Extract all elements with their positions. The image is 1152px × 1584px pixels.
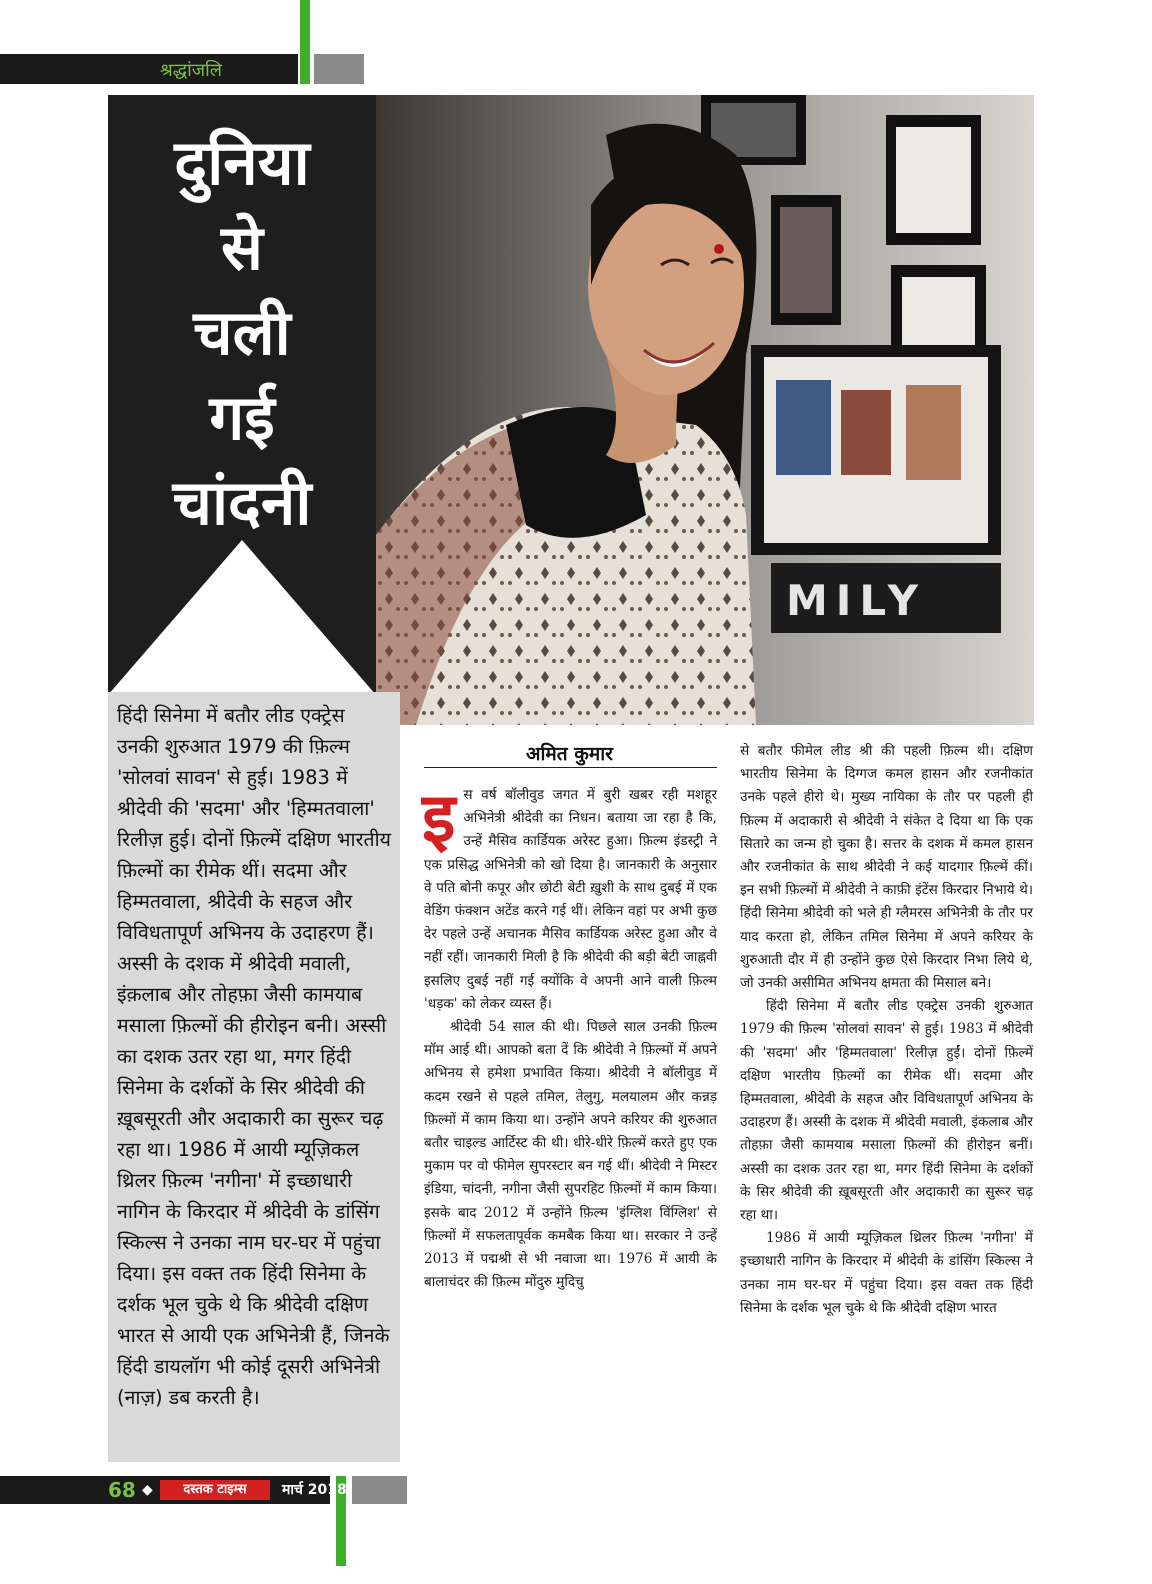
portrait-photo [376, 95, 1034, 725]
footer-separator: ◆ [142, 1482, 153, 1498]
publication-logo: दस्तक टाइम्स [160, 1480, 270, 1500]
article-paragraph: से बतौर फीमेल लीड श्री की पहली फ़िल्म थी। दक्षिण भारतीय सिनेमा के दिग्गज कमल हासन और रजनीकांत उनके पहले हीरो थे। मुख्य नायिका के तौर पर पहली ही फ़िल्म में अदाकारी से श्रीदेवी ने संकेत दे दिया था कि एक सितारे का जन्म हो चुका है। सत्तर के दशक में कमल हासन और रजनीकांत के साथ श्रीदेवी ने कई यादगार फ़िल्में कीं। इन सभी फ़िल्मों में श्रीदेवी ने काफ़ी इंटेंस किरदार निभाये थे। हिंदी सिनेमा श्रीदेवी को भले ही ग्लैमरस अभिनेत्री के तौर पर याद करता हो, लेकिन तमिल सिनेमा में अपने करियर के शुरुआती दौर में ही उन्होंने कुछ ऐसे किरदार निभा लिये थे, जो उनकी असीमित अभिनय क्षमता की मिसाल बने। [740, 743, 1033, 992]
portrait-illustration [376, 95, 1034, 725]
article-paragraph: स वर्ष बॉलीवुड जगत में बुरी खबर रही मशहूर अभिनेत्री श्रीदेवी का निधन। बताया जा रहा है कि, उन्हें मैसिव कार्डियक अरेस्ट हुआ। फ़िल्म इंडस्ट्री ने एक प्रसिद्ध अभिनेत्री को खो दिया है। जानकारी के अनुसार वे पति बोनी कपूर और छोटी बेटी ख़ुशी के साथ दुबई में एक वेडिंग फंक्शन अटेंड करने गई थीं। लेकिन वहां पर अभी कुछ देर पहले उन्हें अचानक मैसिव कार्डियक अरेस्ट हुआ और वे नहीं रहीं। जानकारी मिली है कि श्रीदेवी की बड़ी बेटी जाह्नवी इसलिए दुबई नहीं गई क्योंकि वे अपनी आने वाली फ़िल्म 'धड़क' को लेकर व्यस्त हैं। [424, 787, 717, 1012]
headline [108, 120, 376, 545]
article-paragraph: श्रीदेवी 54 साल की थी। पिछले साल उनकी फ़िल्म मॉम आई थी। आपको बता दें कि श्रीदेवी ने फ़िल्मों में अपने अभिनय से हमेशा प्रभावित किया। श्रीदेवी ने बॉलीवुड में कदम रखने से पहले तमिल, तेलुगु, मलयालम और कन्नड़ फ़िल्मों में काम किया था। उन्होंने अपने करियर की शुरुआत बतौर चाइल्ड आर्टिस्ट की थी। धीरे-धीरे फ़िल्में करते हुए एक मुकाम पर वो फीमेल सुपरस्टार बन गई थीं। श्रीदेवी ने मिस्टर इंडिया, चांदनी, नगीना जैसी सुपरहिट फ़िल्मों में काम किया। इसके बाद 2012 में उन्होंने फ़िल्म 'इंग्लिश विंग्लिश' से फ़िल्मों में सफलतापूर्वक कमबैक किया था। सरकार ने उन्हें 2013 में पद्मश्री से भी नवाजा था। 1976 में आयी के बालाचंदर की फ़िल्म मोंदुरु मुदिचु [424, 1019, 717, 1291]
header-gray-block [314, 54, 364, 84]
issue-date: मार्च 2018 [282, 1482, 347, 1498]
drop-cap: इ [422, 779, 456, 858]
headline-line: गई [209, 381, 275, 454]
article-paragraph: हिंदी सिनेमा में बतौर लीड एक्ट्रेस उनकी शुरुआत 1979 की फ़िल्म 'सोलवां सावन' से हुई। 1983 में श्रीदेवी की 'सदमा' और 'हिम्मतवाला' रिलीज़ हुईं। दोनों फ़िल्में दक्षिण भारतीय फ़िल्मों का रीमेक थीं। सदमा और हिम्मतवाला, श्रीदेवी के सहज और विविधतापूर्ण अभिनय के उदाहरण हैं। अस्सी के दशक में श्रीदेवी मवाली, इंकलाब और तोहफ़ा जैसी कामयाब मसाला फ़िल्मों की हीरोइन बनीं। अस्सी का दशक उतर रहा था, मगर हिंदी सिनेमा के दर्शकों के सिर श्रीदेवी की ख़ूबसूरती और अदाकारी का सुरूर चढ़ रहा था। [740, 998, 1033, 1224]
article-paragraph: 1986 में आयी म्यूज़िकल थ्रिलर फ़िल्म 'नगीना' में इच्छाधारी नागिन के किरदार में श्रीदेवी के डांसिंग स्किल्स ने उनका नाम घर-घर में पहुंचा दिया। इस वक्त तक हिंदी सिनेमा के दर्शक भूल चुके थे कि श्रीदेवी दक्षिण भारत [740, 1230, 1033, 1316]
article-column-1 [422, 779, 717, 1294]
byline-rule [424, 767, 717, 768]
sidebar-text: हिंदी सिनेमा में बतौर लीड एक्ट्रेस उनकी शुरुआत 1979 की फ़िल्म 'सोलवां सावन' से हुई। 1983 में श्रीदेवी की 'सदमा' और 'हिम्मतवाला' रिलीज़ हुई। दोनों फ़िल्में दक्षिण भारतीय फ़िल्मों का रीमेक थीं। सदमा और हिम्मतवाला, श्रीदेवी के सहज और विविधतापूर्ण अभिनय के उदाहरण हैं। अस्सी के दशक में श्रीदेवी मवाली, इंक़लाब और तोहफ़ा जैसी कामयाब मसाला फ़िल्मों की हीरोइन बनी। अस्सी का दशक उतर रहा था, मगर हिंदी सिनेमा के दर्शकों के सिर श्रीदेवी की ख़ूबसूरती और अदाकारी का सुरूर चढ़ रहा था। 1986 में आयी म्यूज़िकल थ्रिलर फ़िल्म 'नगीना' में इच्छाधारी नागिन के किरदार में श्रीदेवी के डांसिंग स्किल्स ने उनका नाम घर-घर में पहुंचा दिया। इस वक्त तक हिंदी सिनेमा के दर्शक भूल चुके थे कि श्रीदेवी दक्षिण भारत से आयी एक अभिनेत्री हैं, जिनके हिंदी डायलॉग भी कोई दूसरी अभिनेत्री (नाज़) डब करती है। [117, 704, 391, 1409]
headline-line: चली [193, 296, 291, 369]
page-number: 68 [108, 1478, 136, 1502]
article-column-2 [740, 740, 1033, 1320]
section-header-bar [0, 54, 298, 84]
headline-line: चांदनी [172, 466, 312, 539]
section-label: श्रद्धांजलि [160, 60, 223, 81]
footer-gray-block [352, 1476, 407, 1504]
title-panel-notch [108, 540, 376, 695]
headline-line: दुनिया [174, 126, 310, 199]
header-accent-stripe [300, 0, 310, 84]
headline-line: से [221, 211, 263, 284]
wall-sign-text: MILY [786, 576, 927, 625]
byline: अमित कुमार [526, 743, 613, 765]
